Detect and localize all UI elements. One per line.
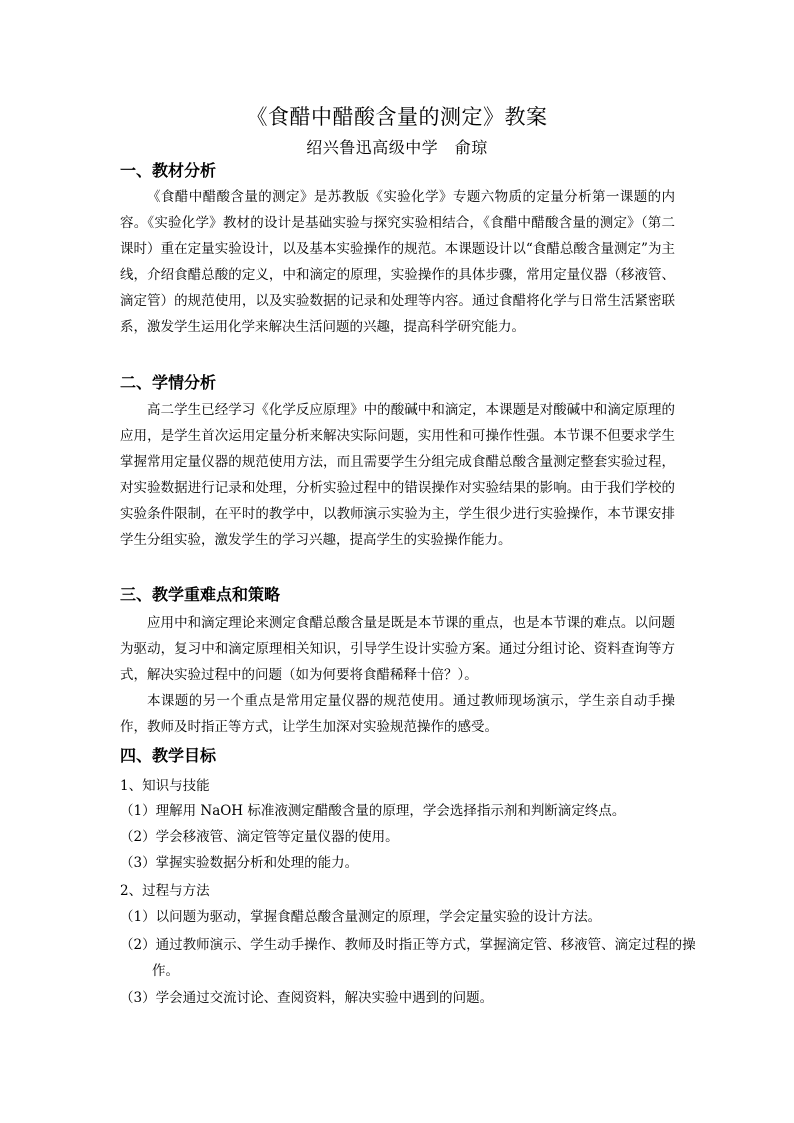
list-item: （2）学会移液管、滴定管等定量仪器的使用。 [120,829,399,845]
section-paragraph: 应用中和滴定理论来测定食醋总酸含量是既是本节课的重点，也是本节课的难点。以问题为驱动，复习中和滴定原理相关知识，引导学生设计实验方案。通过分组讨论、资料查询等方式，解决实验过程中的问题（如为何要将食醋稀释十倍？）。 [120,615,675,683]
list-item: （1）理解用 NaOH 标准液测定醋酸含量的原理，学会选择指示剂和判断滴定终点。 [120,803,626,819]
section-heading-teaching-goals: 四、教学目标 [120,746,217,765]
section-heading-student-analysis: 二、学情分析 [120,373,217,392]
section-paragraph: 高二学生已经学习《化学反应原理》中的酸碱中和滴定，本课题是对酸碱中和滴定原理的应用，是学生首次运用定量分析来解决实际问题，实用性和可操作性强。本节课不但要求学生掌握常用定量仪器的规范使用方法，而且需要学生分组完成食醋总酸含量测定整套实验过程，对实验数据进行记录和处理，分析实验过程中的错误操作对实验结果的影响。由于我们学校的实验条件限制，在平时的教学中，以教师演示实验为主，学生很少进行实验操作，本节课安排学生分组实验，激发学生的学习兴趣，提高学生的实验操作能力。 [120,402,675,548]
subsection-label-process: 2、过程与方法 [120,883,210,899]
author-line: 绍兴鲁迅高级中学 俞琼 [306,138,488,157]
list-item: （3）学会通过交流讨论、查阅资料，解决实验中遇到的问题。 [120,990,494,1006]
section-paragraph: 《食醋中醋酸含量的测定》是苏教版《实验化学》专题六物质的定量分析第一课题的内容。《实验化学》教材的设计是基础实验与探究实验相结合，《食醋中醋酸含量的测定》（第二课时）重在定量实验设计，以及基本实验操作的规范。本课题设计以“食醋总酸含量测定”为主线，介绍食醋总酸的定义，中和滴定的原理，实验操作的具体步骤，常用定量仪器（移液管、滴定管）的规范使用，以及实验数据的记录和处理等内容。通过食醋将化学与日常生活紧密联系，激发学生运用化学来解决生活问题的兴趣，提高科学研究能力。 [120,189,675,335]
subsection-label-knowledge: 1、知识与技能 [120,778,210,794]
list-item: （2）通过教师演示、学生动手操作、教师及时指正等方式，掌握滴定管、移液管、滴定过程的操作。 [120,937,696,979]
section-heading-textbook-analysis: 一、教材分析 [120,161,217,180]
document-title: 《食醋中醋酸含量的测定》教案 [246,105,548,129]
section-heading-key-points: 三、教学重难点和策略 [120,585,281,604]
list-item: （1）以问题为驱动，掌握食醋总酸含量测定的原理，学会定量实验的设计方法。 [120,909,602,925]
list-item: （3）掌握实验数据分析和处理的能力。 [120,855,359,871]
section-paragraph: 本课题的另一个重点是常用定量仪器的规范使用。通过教师现场演示，学生亲自动手操作，教师及时指正等方式，让学生加深对实验规范操作的感受。 [120,693,675,735]
